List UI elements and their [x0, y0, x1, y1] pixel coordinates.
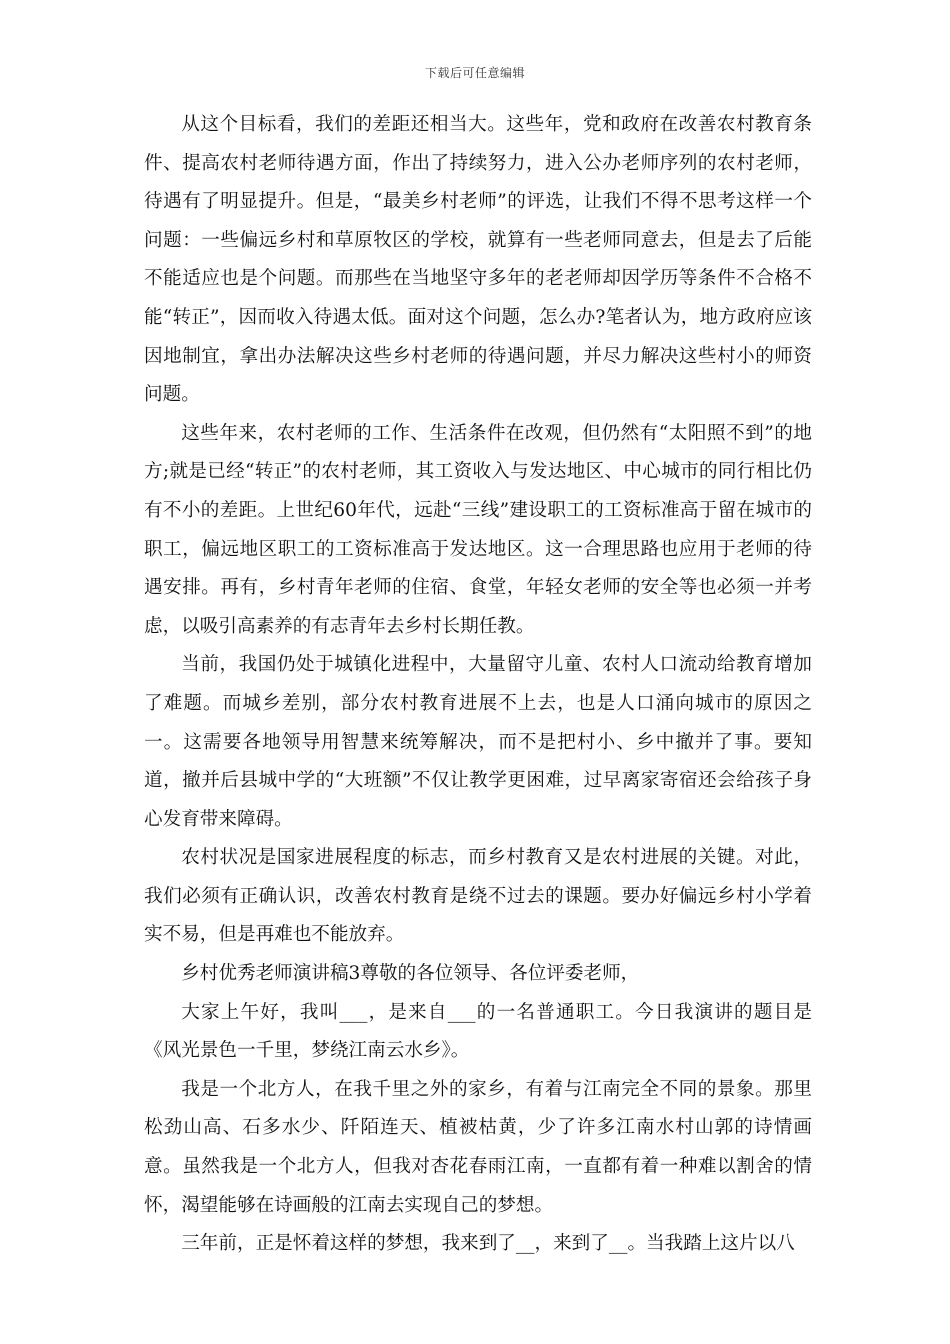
paragraph-2: 这些年来，农村老师的工作、生活条件在改观，但仍然有“太阳照不到”的地方;就是已经“转正”的农村老师，其工资收入与发达地区、中心城市的同行相比仍有不小的差距。上世纪60年代，远赴“三线”建设职工的工资标准高于留在城市的职工，偏远地区职工的工资标准高于发达地区。这一合理思路也应用于老师的待遇安排。再有，乡村青年老师的住宿、食堂，年轻女老师的安全等也必须一并考虑，以吸引高素养的有志青年去乡村长期任教。: [144, 422, 812, 637]
paragraph-1: 从这个目标看，我们的差距还相当大。这些年，党和政府在改善农村教育条件、提高农村老师待遇方面，作出了持续努力，进入公办老师序列的农村老师，待遇有了明显提升。但是，“最美乡村老师”的评选，让我们不得不思考这样一个问题：一些偏远乡村和草原牧区的学校，就算有一些老师同意去，但是去了后能不能适应也是个问题。而那些在当地坚守多年的老老师却因学历等条件不合格不能“转正”，因而收入待遇太低。面对这个问题，怎么办?笔者认为，地方政府应该因地制宜，拿出办法解决这些乡村老师的待遇问题，并尽力解决这些村小的师资问题。: [144, 114, 812, 406]
paragraph-7: 我是一个北方人，在我千里之外的家乡，有着与江南完全不同的景象。那里松劲山高、石多水少、阡陌连天、植被枯黄，少了许多江南水村山郭的诗情画意。虽然我是一个北方人，但我对杏花春雨江南，一直都有着一种难以割舍的情怀，渴望能够在诗画般的江南去实现自己的梦想。: [144, 1078, 812, 1216]
paragraph-4: 农村状况是国家进展程度的标志，而乡村教育又是农村进展的关键。对此，我们必须有正确认识，改善农村教育是绕不过去的课题。要办好偏远乡村小学着实不易，但是再难也不能放弃。: [144, 847, 812, 946]
paragraph-3: 当前，我国仍处于城镇化进程中，大量留守儿童、农村人口流动给教育增加了难题。而城乡差别，部分农村教育进展不上去，也是人口涌向城市的原因之一。这需要各地领导用智慧来统筹解决，而不是把村小、乡中撤并了事。要知道，撤并后县城中学的“大班额”不仅让教学更困难，过早离家寄宿还会给孩子身心发育带来障碍。: [144, 654, 812, 830]
paragraph-6: 大家上午好，我叫___，是来自___的一名普通职工。今日我演讲的题目是《风光景色一千里，梦绕江南云水乡》。: [144, 1001, 812, 1062]
document-body: [144, 106, 812, 1264]
paragraph-5: 乡村优秀老师演讲稿3尊敬的各位领导、各位评委老师，: [181, 963, 640, 985]
paragraph-8: 三年前，正是怀着这样的梦想，我来到了__，来到了__。当我踏上这片以八: [181, 1233, 795, 1255]
page-header: 下载后可任意编辑: [424, 66, 525, 80]
